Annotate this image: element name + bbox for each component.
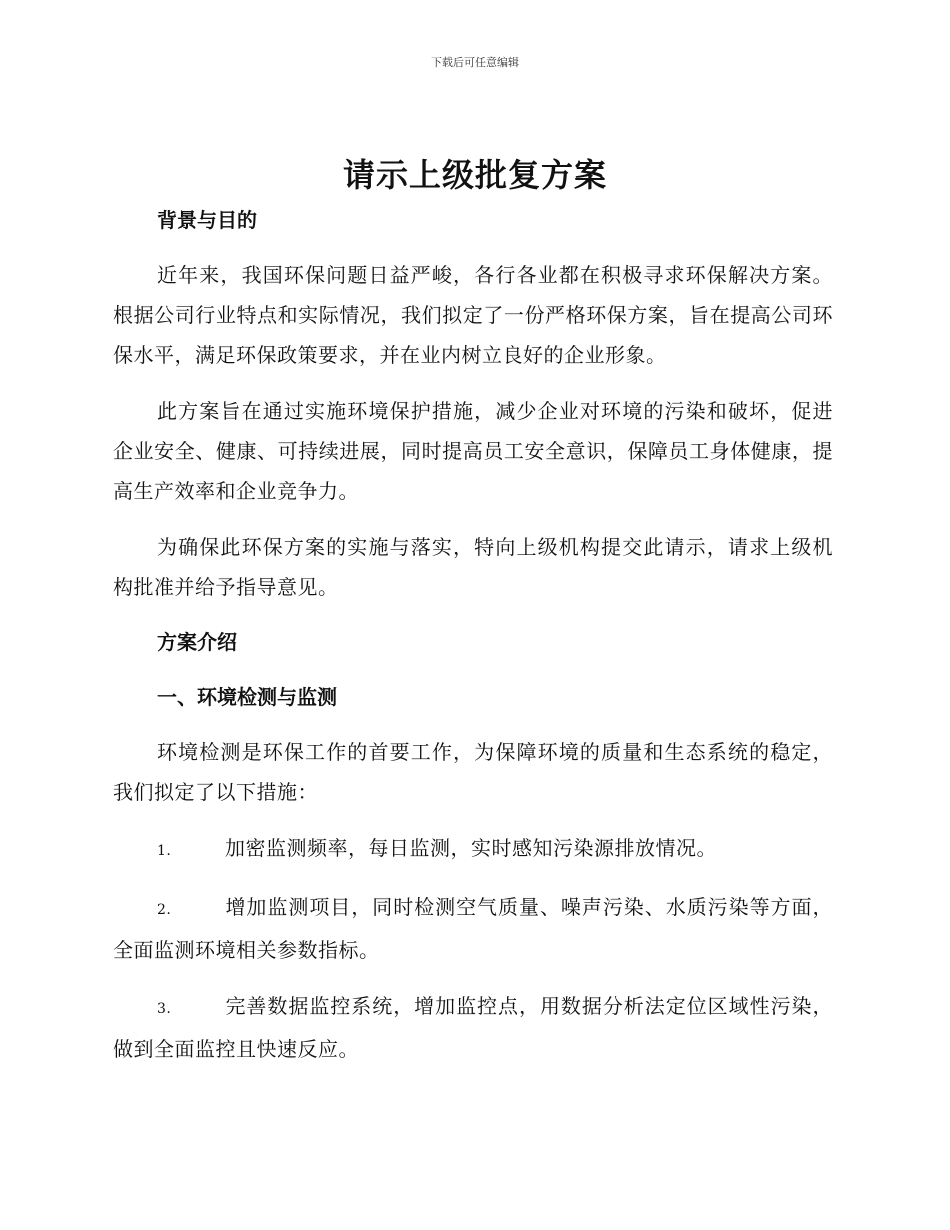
list-item (113, 986, 833, 1069)
section-heading-background: 背景与目的 (157, 208, 257, 232)
section-heading-introduction: 方案介绍 (157, 630, 237, 654)
list-item-text: 完善数据监控系统，增加监控点，用数据分析法定位区域性污染，做到全面监控且快速反应。 (113, 994, 833, 1061)
paragraph-monitoring: 环境检测是环保工作的首要工作，为保障环境的质量和生态系统的稳定，我们拟定了以下措施： (113, 740, 833, 804)
list-item (113, 887, 833, 970)
paragraph-background: 近年来，我国环保问题日益严峻，各行各业都在积极寻求环保解决方案。根据公司行业特点和实际情况，我们拟定了一份严格环保方案，旨在提高公司环保水平，满足环保政策要求，并在业内树立良好的企业形象。 (113, 263, 833, 367)
header-note: 下载后可任意编辑 (431, 56, 519, 69)
list-item-number: 3. (157, 1001, 172, 1017)
subsection-heading-monitoring: 一、环境检测与监测 (157, 685, 337, 709)
list-item-number: 2. (157, 902, 172, 918)
document-body (113, 200, 833, 1069)
document-title: 请示上级批复方案 (342, 156, 607, 194)
list-item-number: 1. (157, 843, 172, 859)
paragraph-request: 为确保此环保方案的实施与落实，特向上级机构提交此请示，请求上级机构批准并给予指导意见。 (113, 535, 833, 599)
list-item-text: 加密监测频率，每日监测，实时感知污染源排放情况。 (225, 836, 717, 860)
list-item-text: 增加监测项目，同时检测空气质量、噪声污染、水质污染等方面，全面监测环境相关参数指标。 (113, 895, 833, 962)
paragraph-purpose: 此方案旨在通过实施环境保护措施，减少企业对环境的污染和破坏，促进企业安全、健康、可持续进展，同时提高员工安全意识，保障员工身体健康，提高生产效率和企业竞争力。 (113, 399, 833, 503)
list-item (113, 828, 833, 871)
